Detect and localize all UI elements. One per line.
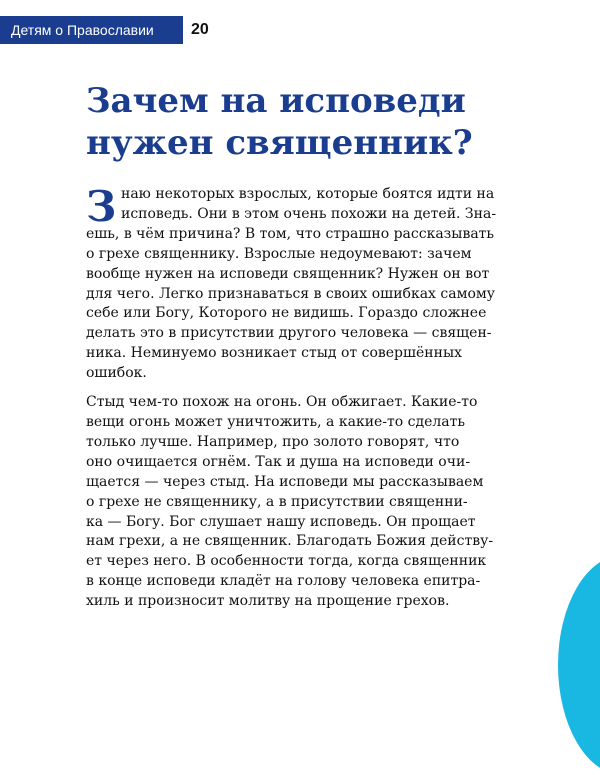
page-number: 20 — [191, 21, 209, 38]
article-title-line: Зачем на исповеди — [86, 81, 466, 121]
text-line: вообще нужен на исповеди священник? Нужен он вот — [86, 265, 490, 282]
text-line: делать это в присутствии другого человека — священ- — [86, 325, 492, 342]
text-line: наю некоторых взрослых, которые боятся идти на — [121, 186, 495, 202]
text-line: хиль и произносит молитву на прощение грехов. — [86, 593, 450, 610]
text-line: себе или Богу, Которого не видишь. Гораздо сложнее — [86, 305, 487, 322]
text-line: ет через него. В особенности тогда, когда священник — [86, 553, 487, 570]
text-line: ошибок. — [86, 365, 147, 382]
paragraph-2 — [86, 393, 526, 612]
text-line: исповедь. Они в этом очень похожи на детей. Зна- — [121, 205, 497, 222]
text-line: ешь, в чём причина? В том, что страшно рассказывать — [86, 225, 495, 242]
decorative-blue-shape — [558, 555, 600, 775]
text-line: только лучше. Например, про золото говорят, что — [86, 433, 460, 450]
paragraph-1 — [86, 182, 526, 384]
text-line: в конце исповеди кладёт на голову человека епитра- — [86, 573, 481, 590]
series-title-banner: Детям о Православии — [0, 16, 183, 44]
drop-cap: З — [86, 182, 117, 231]
article-title — [86, 80, 566, 164]
article-title-line: нужен священник? — [86, 123, 473, 163]
text-line: о грехе не священнику, а в присутствии священни- — [86, 493, 468, 510]
text-line: нам грехи, а не священник. Благодать Божия действу- — [86, 533, 494, 550]
text-line: ника. Неминуемо возникает стыд от совершённых — [86, 345, 463, 362]
text-line: Стыд чем-то похож на огонь. Он обжигает. Какие-то — [86, 394, 478, 411]
text-line: для чего. Легко признаваться в своих ошибках самому — [86, 285, 496, 302]
text-line: ка — Богу. Бог слушает нашу исповедь. Он прощает — [86, 513, 476, 530]
text-line: оно очищается огнём. Так и душа на исповеди очи- — [86, 453, 471, 470]
text-line: щается — через стыд. На исповеди мы рассказываем — [86, 473, 484, 490]
article-body — [86, 182, 526, 612]
text-line: вещи огонь может уничтожить, а какие-то сделать — [86, 413, 466, 430]
text-line: о грехе священнику. Взрослые недоумевают: зачем — [86, 245, 472, 262]
